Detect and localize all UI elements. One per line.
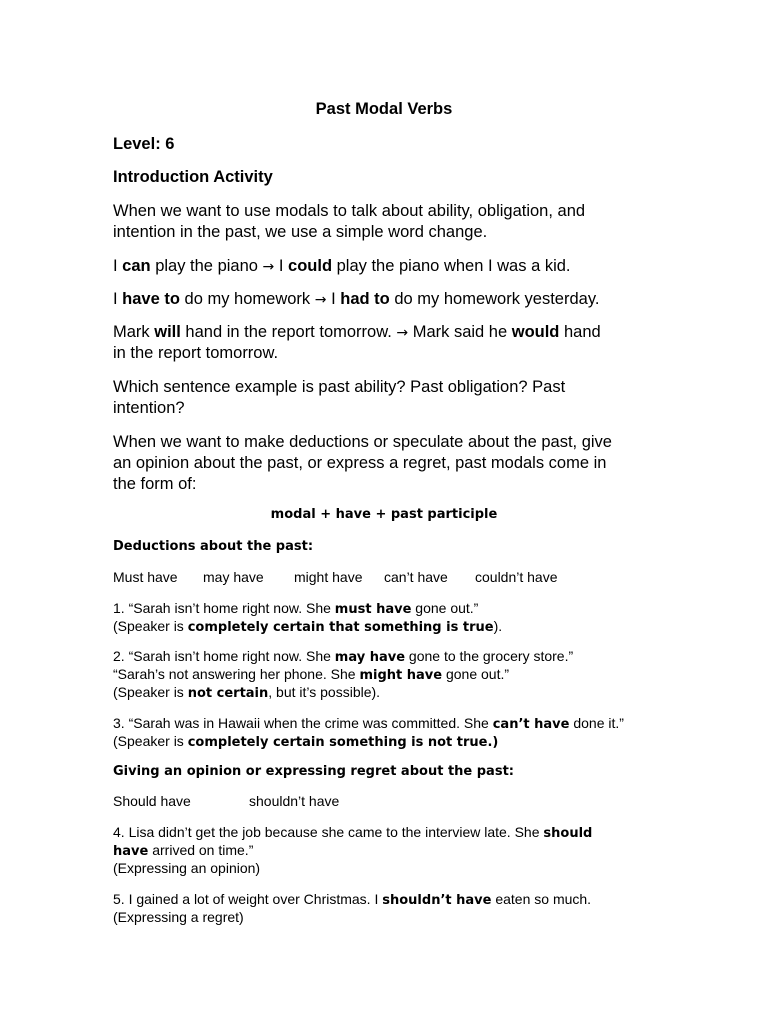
deduction-modal-list <box>113 568 573 586</box>
item-4-line-2: have arrived on time.” <box>113 842 254 859</box>
item-1-line-2: (Speaker is completely certain that something is true). <box>113 618 503 635</box>
item-1-line-1: 1. “Sarah isn’t home right now. She must have gone out.” <box>113 600 479 617</box>
opinion-heading: Giving an opinion or expressing regret about the past: <box>113 764 514 779</box>
item-5-line-1: 5. I gained a lot of weight over Christmas. I shouldn’t have eaten so much. <box>113 891 592 908</box>
modal-had-to: had to <box>340 290 390 308</box>
intro-heading: Introduction Activity <box>113 168 273 186</box>
intro-paragraph-line-2: intention in the past, we use a simple word change. <box>113 223 488 241</box>
arrow-right-icon: → <box>396 325 409 341</box>
item-3-line-1: 3. “Sarah was in Hawaii when the crime was committed. She can’t have done it.” <box>113 715 624 732</box>
question-line-1: Which sentence example is past ability? Past obligation? Past <box>113 378 566 396</box>
deductions-heading: Deductions about the past: <box>113 539 314 554</box>
example-will-would: Mark will hand in the report tomorrow. → Mark said he would hand <box>113 323 601 341</box>
arrow-right-icon: → <box>262 259 275 275</box>
item-5-line-2: (Expressing a regret) <box>113 909 244 925</box>
modal-shouldnt-have: shouldn’t have <box>249 793 340 809</box>
item-4-line-3: (Expressing an opinion) <box>113 860 261 876</box>
modal-will: will <box>154 323 181 341</box>
item-2-line-2: “Sarah’s not answering her phone. She might have gone out.” <box>113 666 510 683</box>
modal-might-have: might have <box>294 569 363 585</box>
level-label: Level: 6 <box>113 135 175 153</box>
opinion-modal-list <box>113 792 413 810</box>
modal-would: would <box>511 323 560 341</box>
arrow-right-icon: → <box>314 292 327 308</box>
modal-couldnt-have: couldn’t have <box>475 569 558 585</box>
deduction-paragraph-line-3: the form of: <box>113 475 197 493</box>
modal-may-have: may have <box>203 569 264 585</box>
deduction-paragraph-line-1: When we want to make deductions or speculate about the past, give <box>113 433 612 451</box>
modal-could: could <box>288 257 333 275</box>
modal-must-have: Must have <box>113 569 178 585</box>
intro-paragraph-line-1: When we want to use modals to talk about ability, obligation, and <box>113 202 586 220</box>
question-line-2: intention? <box>113 399 185 417</box>
item-3-line-2: (Speaker is completely certain something is not true.) <box>113 733 499 750</box>
example-have-to-had-to: I have to do my homework → I had to do my homework yesterday. <box>113 290 600 308</box>
item-2-line-1: 2. “Sarah isn’t home right now. She may have gone to the grocery store.” <box>113 648 574 665</box>
modal-have-to: have to <box>122 290 180 308</box>
item-4-line-1: 4. Lisa didn’t get the job because she came to the interview late. She should <box>113 824 593 841</box>
page-title: Past Modal Verbs <box>315 100 453 118</box>
modal-cant-have: can’t have <box>384 569 448 585</box>
modal-can: can <box>122 257 151 275</box>
formula: modal + have + past participle <box>270 507 498 522</box>
deduction-paragraph-line-2: an opinion about the past, or express a regret, past modals come in <box>113 454 607 472</box>
modal-should-have: Should have <box>113 793 191 809</box>
example-will-would-line-2: in the report tomorrow. <box>113 344 279 362</box>
example-can-could: I can play the piano → I could play the piano when I was a kid. <box>113 257 571 275</box>
item-2-line-3: (Speaker is not certain, but it’s possible). <box>113 684 381 701</box>
